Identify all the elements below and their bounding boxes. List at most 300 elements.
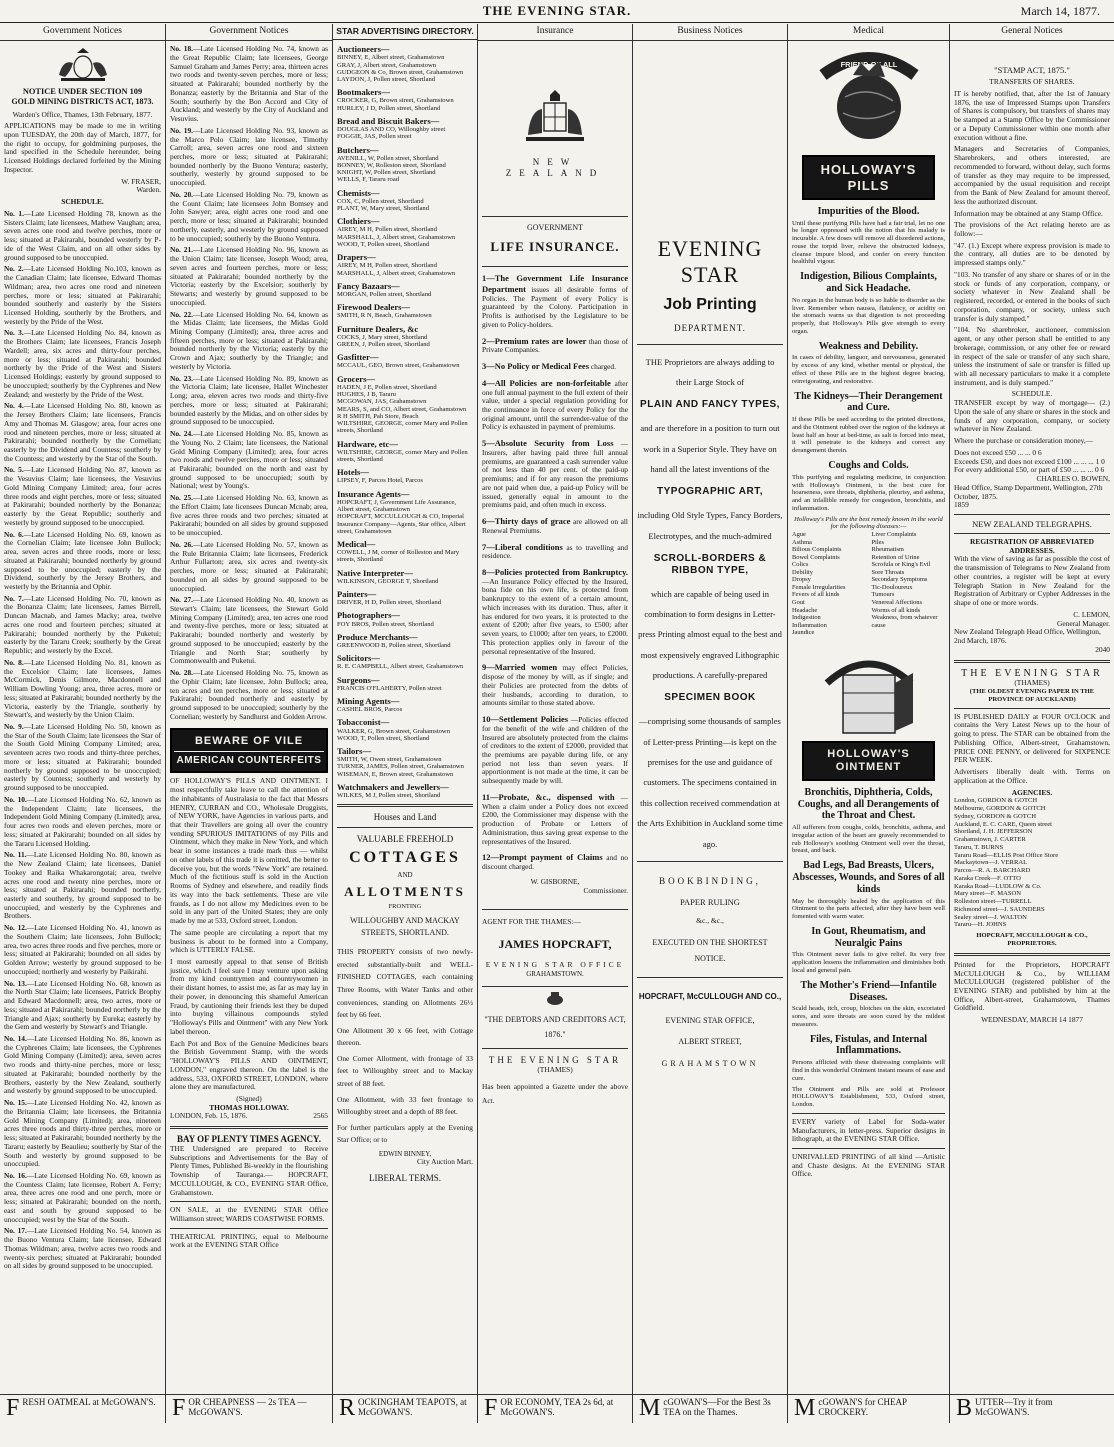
insurance-point-text: charged. [590,362,616,372]
department-heading: DEPARTMENT. [674,322,746,333]
holloway-notice-3: I most earnestly appeal to that sense of British justice, which I feel sure I may venture upon asking from my kind countrymen and countrywomen in their distant homes, to assist me, as far as may lay in their power, in denouncing this shameful American Fraud, by cautioning their friends lest they be duped into buying villainous compounds styled "Holloway's Pills and Ointment" with any New York label thereon. [170,957,328,1036]
holloways-ointment-banner: HOLLOWAY'S OINTMENT [802,741,935,781]
insurance-point [482,438,628,510]
ailment-item: Tic-Douloureux [871,583,913,591]
firm-office: EVENING STAR OFFICE, [665,1015,755,1025]
reference-number: 1859 [954,500,969,510]
agent-name: JAMES HOPCRAFT, [498,936,612,951]
insurance-point-text: are allowed on all Renewal Premiums. [482,517,628,535]
footer-ad [166,1397,333,1423]
divider [792,1113,945,1114]
star-title: THE EVENING STAR [961,667,1103,679]
holloway-notice-2: The same people are circulating a report that my business is about to be formed into a Company, which is UTTERLY FALSE. [170,927,328,955]
insurance-point-heading: 5—Absolute Security from Loss [482,438,614,449]
directory-category: Medical— [337,539,376,549]
ailment-item: Ague [792,531,806,539]
schedule-item-text: —Late Licensed Holding No. 63, known as the Effort Claim; late licensees Duncan Mcnab; area, five acres three roods and two perches; situated at Pakirarahi; bounded on all sides by ground supposed to be unoccupied. [170,493,328,538]
schedule-item [4,329,161,399]
directory-category: Gasfitter— [337,352,379,363]
directory-category: Solicitors— [337,653,380,664]
paper-ruling: PAPER RULING [680,896,740,907]
directory-category: Insurance Agents— [337,488,410,499]
directory-entry: MARSHALL, J, Albert street, Grahamstown [337,269,456,277]
directory-category: Butchers— [337,144,379,155]
column-business [633,24,788,1416]
schedule-item-text: —Late Licensed Holding No. 96, known as the Union Claim; late licensee, Joseph Wood; area, seven acres and fourteen perches, more or less; situated at Pakirarahi; bounded northerly by the Victoria; easterly by the Excelsior; southerly by Stewarts; and westerly by ground supposed to be unoccupied. [170,245,328,307]
insurance-point-heading: 7—Liberal conditions [482,541,563,552]
stamp-text: The provisions of the Act relating hereto are as follow:— [954,220,1110,238]
agency-item: Rolleston street—TURRELL [954,898,1032,906]
footer-ad-initial: F [484,1397,498,1421]
telegraph-heading: NEW ZEALAND TELEGRAPHS. [972,519,1092,529]
insurance-point-heading: 12—Prompt payment of Claims [482,852,603,863]
directory-category: Chemists— [337,187,380,198]
stamp-act-title: "STAMP ACT, 1875." [994,65,1070,76]
schedule-item-text: —Late Licensed Holding No. 68, known as the North Star Claim; late licensees, Patrick Brophy and Edward Macdonnell; area, two acres, more or less; situated at Pakirarahi; bounded northerly by the Triangle and Ajax; southerly by Eureka; easterly by the Gem and westerly by Stewart's and Triangle. [4,978,161,1032]
divider [337,804,473,807]
holloways-pills-banner: HOLLOWAY'S PILLS [802,155,935,200]
medical-heading: The Mother's Friend—Infantile Diseases. [800,979,937,1003]
agency-item: Sydney, GORDON & GOTCH [954,812,1036,820]
directory-entry: GUDGEON & Co, Brown street, Grahamstown [337,68,464,76]
schedule-item-text: —Late Licensed Holding No. 64, known as the Midas Claim; late licensees, the Midas Gold Mining Company (Limited); area, three acres and fifteen perches, more or less; situated at Pakirarahi; bounded northerly by the Victoria; easterly by the Crown and Ajax; southerly by the Triangle; and westerly by Victoria. [170,309,328,371]
ailment-item: Sore Throats [871,568,905,576]
schedule-item [170,430,328,491]
schedule-item [4,402,161,463]
executed-text: EXECUTED ON THE SHORTEST NOTICE. [652,938,768,964]
schedule-item-number: No. 14. [4,1033,27,1043]
ailment-item: Weakness, from whatever cause [871,614,938,629]
stamp-text: Managers and Secretaries of Companies, Sharebrokers, and others interested, are recommended to forward, without delay, such forms of transfer as they may require to be impressed, accompanied by the usual requisition and receipt from the Bank of New Zealand for amount thereof, less the authorized discount. [954,144,1110,206]
directory-category: Photographers— [337,610,401,621]
schedule-item-number: No. 6. [4,529,24,539]
directory-category: Auctioneers— [337,44,390,55]
schedule-item [4,980,161,1032]
schedule-item-text: —Late Licensed Holding No. 40, known as Stewart's Claim; late licensees, the Stewart Gold Mining Company (Limited); area, ten acres one rood and twenty-five perches, more or less; situated at Pakirarahi; bounded northerly and westerly by ground supposed to be unoccupied; easterly by the Triangle and North Star; southerly by Commonwealth and Puketui. [170,595,328,666]
gazette-text: Has been appointed a Gazette under the above Act. [482,1082,628,1105]
schedule-item-number: No. 24. [170,429,193,439]
schedule-item [4,924,161,976]
schedule-item-number: No. 1. [4,208,24,218]
holloway-notice: OF HOLLOWAY'S PILLS AND OINTMENT. I most respectfully take leave to call the attention of the inhabitants of Australasia to the fact that Messrs HENRY, CURRAN and CO., Wholesale Druggists, of NEW YORK, have Agencies in various parts, and that their Travellers are going all over the country vending SPURIOUS IMITATIONS of my Pills and Ointment, which they make in New York, and which bear in some instances a trade mark thus — whilst on other labels of this trade it is omitted, the better to deceive you, but the words "New York" are retained. Much of the fictitious stuff is sold in the Auction Rooms of Sydney and elsewhere, and readily finds its way into the back settlements. These are vile frauds, as I do not allow my Medicines even to be sold in any part of the United States; they are only made by me at 533, Oxford street, London. [170,776,328,926]
schedule-item-number: No. 26. [170,539,193,549]
fronting-word: FRONTING [388,902,422,910]
directory-entry: HUGHES, J B, Tararu [337,391,396,399]
insurance-point-text: —When a claim under a Policy does not exceed £200, the Commissioner may dispense with the production of Probate or Letters of Administration, thus saving great expense to the representatives of the Insured. [482,792,628,846]
schedule-item-text: —Late Licensed Holding No. 84, known as the Brothers Claim; late licensees, Francis Joseph Wardell; area, six acres and thirty-four perches, more or less; situated at Pakirarahi; bounded northerly by the Pride of the West and Sisters Licensed Holdings; easterly by ground supposed to be unoccupied; southerly by the Cyphrenes and New Zealand; and westerly by the Pride of the West. [4,328,161,399]
medical-text: No organ in the human body is so liable to disorder as the liver. Remember when nausea, flatulency, or acidity on the stomach warns us that digestion is not proceeding properly, that Holloway's Pills give strength to every organ. [792,296,945,335]
allotment-3: One Allotment, with 33 feet frontage to Willoughby street and a depth of 88 feet. [337,1094,473,1117]
footer-ads [0,1394,1114,1424]
insurance-point-text: as to travelling and residence. [482,542,628,561]
directory-entry: LIPSEY, F, Parcos Hotel, Parcos [337,477,423,485]
directory-category: Drapers— [337,252,376,263]
government-heading: GOVERNMENT [527,223,583,233]
insurance-point-heading: 3—No Policy or Medical Fees [482,361,590,372]
schedule-item [4,1172,161,1224]
binney-title: City Auction Mart. [416,1157,473,1167]
ailment-item: Worms of all kinds [871,606,921,614]
stamp-text: "47. (1.) Except where express provision is made to the contrary, all duties are to be denoted by impressed stamps only." [954,240,1110,268]
schedule-item-number: No. 3. [4,328,24,338]
specimen-book: SPECIMEN BOOK [664,692,756,704]
directory-entry: WILTSHIRE, GEORGE, corner Mary and Pollen streets, Shortland [337,448,468,463]
plain-fancy-types: PLAIN AND FANCY TYPES, [640,399,780,411]
directory-list [337,44,473,799]
firm-street: ALBERT STREET, [678,1037,742,1047]
ailment-item: Bowel Complaints [792,553,840,561]
reference-number: 2040 [1095,644,1110,654]
schedule-item-number: No. 17. [4,1226,27,1236]
schedule-item [4,796,161,848]
column-heading: Government Notices [0,24,165,41]
rate-row: Does not exceed £50 ... ... 0 6 [954,447,1042,457]
column-heading: Business Notices [633,24,787,41]
ailment-item: Debility [792,568,813,576]
directory-entry: WOOD, T, Pollen street, Shortland [337,734,430,742]
schedule-item-number: No. 27. [170,595,193,605]
schedule-item [4,265,161,326]
medical-heading: Weakness and Debility. [818,340,919,352]
footer-ad-initial: F [6,1397,20,1421]
ailment-item: Rheumatism [871,546,904,554]
notice-office: Warden's Office, Thames, 13th February, 1877. [12,109,153,119]
masthead [0,0,1114,23]
insurance-point-heading: 11—Probate, &c., dispensed with [482,791,615,802]
theatrical-printing: THEATRICAL PRINTING, equal to Melbourne work at the EVENING STAR Office [170,1231,328,1250]
debtors-act: "THE DEBTORS AND CREDITORS ACT, 1876." [484,1015,626,1039]
schedule-item [170,311,328,372]
directory-entry: MCGOWAN, JAS, Grahamstown [337,398,427,406]
agency-item: London, GORDON & GOTCH [954,797,1038,805]
schedule-item-text: —Late Licensed Holding No. 69, known as the Countess Claim; late licensee, Robert A. Ferry; area, three acres one rood and one perch, more or less; situated at Pakirarahi; bounded on the north, east and south by ground supposed to be unoccupied; west by the Star of the South. [4,1171,161,1224]
directory-category: Watchmakers and Jewellers— [337,781,449,792]
insurance-point [482,516,628,535]
column-general [950,24,1114,1416]
schedule-item [170,246,328,307]
schedule-item-number: No. 4. [4,401,24,411]
schedule-item-number: No. 18. [170,44,193,54]
ailment-item: Colics [792,561,809,569]
insurance-point-heading: 8—Policies protected from Bankruptcy. [482,567,628,578]
divider [954,533,1110,534]
agency-item: Karaka Creek—F. OTTO [954,874,1021,882]
directory-entry: DOUGLAS AND CO, Willoughby street [337,126,446,134]
telegraph-text: With the view of saving as far as possible the cost of the transmission of Telegrams to New Zealand from other countries, a register will be kept at every Telegraph Station in New Zealand for the Registration of Arbitrary or Cypher Addresses in the shape of one or more words. [954,554,1110,608]
directory-category: Grocers— [337,373,376,384]
insurance-point [482,361,628,372]
divider [170,1201,328,1202]
ailment-item: Venereal Affections [871,599,922,607]
schedule-item [4,723,161,793]
ailment-item: Tumours [871,591,895,599]
schedule-item [170,375,328,427]
schedule-item [4,1227,161,1271]
schedule-heading: SCHEDULE. [1011,389,1053,399]
agent-for: AGENT FOR THE THAMES:— [482,917,581,927]
agency-item: Richmond street—J. SAUNDERS [954,905,1045,913]
schedule-item-text: —Late Licensed Holding No. 75, known as the Ophir Claim; late licensee, John Bullock; area, ten acres and ten perches, more or less; situated at Pakirarahi; bounded northerly and easterly by ground supposed to be unoccupied; southerly by the Cornelian; westerly by Sandhurst and Golden Arrow. [170,668,328,721]
unrivalled-text: UNRIVALLED PRINTING of all kind —Artistic and Chaste designs. At the EVENING STAR Office. [792,1152,945,1179]
insurance-point-text: after one full annual payment to the full extent of their value, under a special regulation providing for the continuance in force of every Policy for the original amount, until the surrender-value of the Policy is exhausted in payment of premiums. [482,378,628,432]
schedule-item [4,466,161,527]
insurance-point-text: —Insurers, after having paid three full annual premiums, are guaranteed a cash surrender value of not less than 40 per cent. of the paid-up premiums; and if for any reason the premiums are not paid when due, a paid-up Policy will be issued, generally equal in amount to the premiums paid, and often much in excess. [482,439,628,510]
schedule-item [170,45,328,124]
medical-text: This purifying and regulating medicine, in conjunction with Holloway's Ointment, is the best cure for hoarseness, sore throats, diphtheria, pleurisy, and asthma, and an infallible remedy for congestion, bronchitis, and inflammation. [792,473,945,512]
schedule-list [4,210,161,1271]
schedule-item [170,669,328,721]
medical-heading: Impurities of the Blood. [817,205,920,217]
directory-category: Bootmakers— [337,87,390,98]
directory-entry: WISEMAN, E, Brown street, Grahamstown [337,770,454,778]
schedule-item [170,191,328,243]
ointment-pot-logo-icon [809,643,929,739]
schedule-item [4,595,161,656]
rate-row: Exceeds £50, and does not exceed £100 ... ... ... 1 0 [954,456,1105,466]
divider [482,266,628,267]
stamp-signer: CHARLES O. BOWEN, [1036,474,1110,484]
insurance-point-heading: 10—Settlement Policies [482,714,569,725]
life-insurance-heading: LIFE INSURANCE. [490,238,620,254]
telegraph-signer: C. LEMON, [1073,609,1110,619]
comprising-text: —comprising some thousands of samples of Letter-press Printing—is kept on the premises for the use and guidance of customers. The specimens contained in this collection received commendation at the Arts Exhibition in Auckland some time ago. [637,716,783,849]
ailment-item: Bilious Complaints [792,546,842,554]
directory-entry: WILTSHIRE, GEORGE, corner Mary and Pollen streets, Shortland [337,420,468,435]
agency-item: Parcos—R. A. BARCHARD [954,867,1031,875]
directory-entry: GRAY, J, Albert street, Grahamstown [337,61,437,69]
ailment-item: Indigestion [792,614,821,622]
notice-signer: W. FRASER, [121,176,161,186]
insurance-point-heading: 1—The Government Life Insurance Department [482,273,628,294]
insurance-point-heading: 6—Thirty days of grace [482,516,571,527]
column-medical [788,24,950,1416]
and-word: AND [397,871,413,880]
schedule-title: SCHEDULE. [61,197,104,207]
ailment-item: Dropsy [792,576,811,584]
directory-category: Surgeons— [337,674,380,685]
agency-item: Tararu, T. BURNS [954,843,1004,851]
insurance-point-text: may effect Policies, dispose of the money by will, as if single; and their Policies are protected from the debts of their husbands, according to duration, to amounts similar to those stated above. [482,663,628,708]
holloway-notice-4: Each Pot and Box of the Genuine Medicines bears the British Government Stamp, with the words "HOLLOWAY'S PILLS AND OINTMENT, LONDON," engraved thereon. On the label is the address, 533, OXFORD STREET, LONDON, where alone they are manufactured. [170,1038,328,1092]
schedule-item-number: No. 21. [170,245,193,255]
schedule-item-number: No. 23. [170,373,193,383]
ailment-item: Female Irregularities [792,583,846,591]
footer-ad-text: RESH OATMEAL at McGOWAN'S. [22,1397,156,1407]
holloway-ref: 2565 [313,1111,328,1121]
schedule-item-text: —Late Licensed Holding No. 42, known as the Britannia Claim; late licensees, the Britannia Gold Mining Company (Limited); area, nineteen acres three roods and thirty-three perches, more or less; situated at Pakirarahi; bounded northerly by the Tararu; easterly by Beaulieu; southerly by Star of the South and westerly by ground supposed to be unoccupied. [4,1098,161,1169]
allotment-2: One Corner Allotment, with frontage of 33 feet to Willoughby street and to Mackay street of 88 feet. [337,1053,473,1088]
stamp-text: "103. No transfer of any share or shares of or in the stock or funds of any corporation, company, or society whatever in New Zealand shall be registered, recorded, or entered in the books of such corporation, company, or society, unless such transfer is duly stamped." [954,269,1110,323]
stamp-office: Head Office, Stamp Department, Wellington, 27th October, 1875. [954,482,1103,501]
medical-heading: Files, Fistulas, and Internal Inflammations. [810,1033,927,1057]
schedule-item-text: —Late Licensed Holding No. 41, known as the Southern Claim; late licensees, John Bullock; area, two acres three roods and five perches, more or less; situated at Pakirarahi; bounded on all sides by Golden Arrow; westerly by ground supposed to be unoccupied; northerly and westerly by Paikirahi. [4,923,161,976]
schedule-item-text: —Late Licensed Holding No. 69, known as the Cornelian Claim; late licensee John Bullock; area, seven acres and three roods, more or less; situated at Pakirarahi; bounded northerly by ground supposed to be unoccupied; easterly by the Dividend, southerly by the Jersey Brothers, and westerly by the Britannia and Ophir. [4,529,161,591]
commissioner-title: Commissioner. [583,885,628,895]
insurance-point [482,336,628,355]
medical-text: If these Pills be used according to the printed directions, and the Ointment rubbed over the region of the kidneys at least half an hour at bed-time, as salt is forced into meat, it will penetrate to the kidneys and correct any derangement therein. [792,416,945,455]
schedule-item-text: —Late Licensed Holding No. 79, known as the Count Claim; late licensees John Bomsey and John Sawyer; area, eight acres one rood and one perch, more or less; situated at Pakirarahi; bounded northerly, easterly, and westerly by ground supposed to be unoccupied; southerly by the Buono Ventura. [170,189,328,243]
footer-ad-initial: M [639,1397,661,1421]
directory-entry: CASHEL BROS, Parcos [337,706,403,714]
divider [482,909,628,910]
column-heading: General Notices [950,24,1114,41]
job-printing-heading: Job Printing [663,296,757,314]
schedule-item [170,494,328,538]
banner-line-1: BEWARE OF VILE [194,734,304,747]
footer-ad-initial: M [794,1397,816,1421]
signed-label: (Signed) [236,1094,262,1104]
directory-category: Tailors— [337,746,372,757]
agency-item: Mackaytown—J. VERRAL [954,859,1028,867]
allotment-1: One Allotment 30 x 66 feet, with Cottage thereon. [337,1025,473,1048]
insurance-point-text: than those of Private Companies. [482,336,628,355]
schedule-item-number: No. 2. [4,264,24,274]
directory-entry: FOY BROS, Pollen street, Shortland [337,620,434,628]
capable-text: which are capable of being used in combination to form designs in Letter-press Printing almost equal to the best and most expensively engraved Lithographic productions. A carefully-prepared [638,588,782,681]
schedule-item-text: —Late Licensed Holding No. 80, known as the New Zealand Claim; late licensees, Daniel Tookey and Raika Whakarongotai; area, twelve acres one rood and twenty nine perches, more or less; situated at Pakirarahi; bounded northerly, easterly and southerly, by ground supposed to be unoccupied, and westerly by the Cyphrenes and Brothers. [4,850,161,921]
directory-category: Mining Agents— [337,695,400,706]
medical-heading: Coughs and Colds. [828,459,909,471]
directory-entry: HURLEY, J D, Pollen street, Shortland [337,104,441,112]
directory-entry: HOPCRAFT, MCCULLOUGH & CO, Imperial Insurance Company—Agents, Star office, Albert street, Grahamstown [337,513,466,535]
directory-entry: GREEN, J, Pollen street, Shortland [337,341,430,349]
transfers-title: TRANSFERS OF SHARES. [989,77,1075,87]
directory-entry: SMITH, W, Owen street, Grahamstown [337,756,442,764]
directory-entry: COX, C, Pollen street, Shortland [337,197,424,205]
directory-entry: HOPCRAFT, J, Government Life Assurance, Albert street, Grahamstown [337,498,457,513]
holloway-globe-logo-icon [809,45,929,153]
column-heading: Government Notices [166,24,332,41]
telegraph-title: REGISTRATION OF ABBREVIATED ADDRESSES. [970,537,1094,555]
divider [482,986,628,987]
agency-item: Shortland, J. H. JEFFERSON [954,828,1033,836]
insurance-point-text: —An Insurance Policy effected by the Insured, bona fide on his own life, is protected from bankruptcy to the extent of a certain amount, which increases with its duration. Thus, after it has endured for two years, it is protected to the extent of £200; after five years, to £500; after seven years, to £1000; after ten years, to £2000. This protection applies only in favour of the personal representative of the Insured. [482,576,628,656]
divider [792,1148,945,1149]
directory-entry: AIREY, M H, Pollen street, Shortland [337,262,437,270]
holloway-date: LONDON, Feb. 15, 1876. [170,1111,248,1121]
agency-item: Sealey street—J. WALTON [954,913,1027,921]
divider [170,1126,328,1129]
directory-entry: COCKS, J, Mary street, Shortland [337,333,428,341]
position-text: and are therefore in a position to turn out work in a Superior Style. They have on hand all the latest inventions of the [640,423,780,474]
stamp-text: "104. No sharebroker, auctioneer, commission agent, or any other person shall be entitled to any brokerage, commission, or any other fee or reward in respect of the sale or transfer of any such share, unless the instrument of sale or transfer is filled up with all necessary particulars to make it a complete instrument, and is duly stamped." [954,325,1110,387]
rate-row: For every additional £50, or part of £50 ... ... ... 0 6 [954,465,1105,475]
directory-entry: AIREY, M H, Pollen street, Shortland [337,226,437,234]
schedule-item-text: —Late Licensed Holding No. 57, known as the Rule Britannia Claim; late licensees, Frederick Arthur Fullarton; area, six acres and twenty-six perches, more or less; situated at Pakirarahi; bounded on all sides by ground supposed to be unoccupied. [170,539,328,593]
coastwise-forms: ON SALE, at the EVENING STAR Office Williamson street; WARDS COASTWISE FORMS. [170,1205,328,1223]
footer-ad-text: cGOWAN'S for CHEAP CROCKERY. [818,1397,907,1418]
schedule-item-number: No. 11. [4,850,27,860]
footer-ad-text: OCKINGHAM TEAPOTS, at McGOWAN'S. [358,1397,467,1418]
bay-of-plenty-title: BAY OF PLENTY TIMES AGENCY. [177,1134,321,1145]
schedule-item-number: No. 28. [170,668,193,678]
notice-title: NOTICE UNDER SECTION 109 [22,87,143,97]
directory-category: Fancy Bazaars— [337,280,400,291]
footer-ad [478,1397,633,1423]
insurance-point [482,378,628,432]
medical-text: Until these purifying Pills have had a fair trial, let no one be longer oppressed with the notion that his malady is incurable. A few doses will remove all disordered actions, rouse the torpid liver, relieve the obstructed kidneys, cleanse impure blood, and confer on every function healthful vigour. [792,219,945,266]
firm-town: GRAHAMSTOWN [661,1058,759,1068]
directory-entry: WILKES, M J, Pollen street, Shortland [337,792,441,800]
agency-item: Grahamstown, J. CARTER [954,836,1026,844]
page [0,24,1114,1447]
schedule-item-number: No. 8. [4,657,24,667]
divider [954,708,1110,709]
footer-ad [950,1397,1114,1423]
insurance-point-heading: 2—Premium rates are lower [482,335,587,346]
directory-category: Hardware, etc— [337,438,398,449]
directory-entry: HADEN, J E, Pollen street, Shortland [337,383,437,391]
schedule-item [4,1035,161,1096]
divider [637,861,783,862]
insurance-point [482,792,628,846]
directory-category: Tobacconist— [337,717,390,728]
directory-entry: MCCAUL, GEO, Brown street, Grahamstown [337,362,460,370]
insurance-point [482,662,628,708]
printed-date: WEDNESDAY, MARCH 14 1877 [981,1015,1083,1025]
directory-entry: DRIVER, H D, Pollen street, Shortland [337,599,442,607]
insurance-point [482,542,628,561]
issue-date: March 14, 1877. [1020,4,1100,18]
agency-item: Karaka Road—LUDLOW & Co. [954,882,1042,890]
printed-for: Printed for the Proprietors, HOPCRAFT McCULLOUGH & Co., by WILLIAM McCULLOUGH (registered publisher of the EVENING STAR) and published by him at the Office, Albert-street, Grahamstown, Thames Goldfield. [954,959,1110,1013]
directory-entry: PLANT, W, Mary street, Shortland [337,205,429,213]
ailment-item: Liver Complaints [871,531,917,539]
column-directory [333,24,478,1416]
banner-line-2: AMERICAN COUNTERFEITS [174,751,324,767]
schedule-item-text: —Late Licensed Holding No. 93, known as the Marco Polo Claim; late licensee, Timothy Carroll; area, seven acres one rood and sixteen perches, more or less; situated at Pakirarahi; bounded northerly by the Buono Ventura; easterly, southerly, westerly by ground supposed to be unoccupied. [170,125,328,188]
purchase-text: Where the purchase or consideration money,— [954,436,1094,446]
royal-crest-icon [51,45,115,83]
insurance-points [482,273,628,872]
footer-ad [788,1397,950,1423]
footer-ad [333,1397,478,1423]
directory-entry: COWELL, J M, corner of Rolleston and Mary streets, Shortland [337,549,460,564]
counterfeit-banner [170,728,328,774]
column-heading: Medical [788,24,949,41]
schedule-item-text: —Late Licensed Holding No. 81, known as the Excelsior Claim; late licensees, James McCormick, Denis Gilmore, Macdonnell and William Dowling Young; area, three acres, more or less; situated at Pakirarahi; bounded northerly by the Victoria, easterly by the Triangle, southerly by Stewart's, and westerly by the Union Claim. [4,657,161,720]
divider [482,1048,628,1049]
medical-text: In cases of debility, languor, and nervousness, generated by excess of any kind, whether mental or physical, the effect of these Pills are in the highest degree bracing, reinvigorating, and restorative. [792,354,945,385]
footer-ad-initial: B [956,1397,973,1421]
directory-entry: MEARS, S, and CO, Albert street, Grahamstown [337,405,467,413]
directory-category: Produce Merchants— [337,631,418,642]
schedule-item-text: —Late Licensed Holding 78, known as the Sisters Claim; late licensees, Mathew Vaughan; area, seven acres one rood and twelve perches, more or less; situated at Pakirarahi, bounded westerly by P-ide of the West Claim, and on all other sides by ground supposed to be unoccupied. [4,208,161,262]
commissioner-name: W. GISBORNE, [530,876,580,886]
directory-entry: MORGAN, Pollen street, Shortland [337,291,432,299]
agency-item: Auckland, E. C. CARE, Queen street [954,820,1052,828]
schedule-item-text: —Late Licensed Holding No. 85, known as the Young No. 2 Claim; late licensees, the National Gold Mining Company (Limited); area, four acres two roods and twelve perches, more or less; situated at Pakirarahi; bounded on the north and east by ground supposed to be unoccupied; south by National; west by Young's. [170,429,328,491]
schedule-item-number: No. 12. [4,923,27,933]
column-heading: STAR ADVERTISING DIRECTORY. [333,24,477,40]
scroll-borders: SCROLL-BORDERS & RIBBON TYPE, [653,552,767,576]
column-government-1 [0,24,166,1416]
agency-item: Tararu Road—ELLIS Post Office Store [954,851,1059,859]
schedule-item [4,210,161,262]
star-text: IS PUBLISHED DAILY at FOUR O'CLOCK and contains the Very Latest News up to the hour of going to press. The STAR can be obtained from the Publishing Office, Albert-street, Grahamstown, PRICE ONE PENNY, or delivered for SIXPENCE PER WEEK. [954,711,1110,765]
ailment-item: Fevers of all kinds [792,591,840,599]
schedule-text: TRANSFER except by way of mortgage— (2.) Upon the sale of any share or shares in the stock and funds of any corporation, company, or society whatever in New Zealand. [954,398,1110,434]
schedule-item-text: —Late Licensed Holding No. 50, known as the Star of the South Claim; late licensees the Star of the South Gold Mining Company Limited; area, seventeen acres two roods and thirty-three perches, more or less; situated at Pakirarahi; bounded northerly by ground supposed to be unoccupied; easterly by Countess; southerly and westerly by ground supposed to be unoccupied. [4,722,161,793]
insurance-point-text: —Policies effected for the benefit of the wife and children of the Insured are absolutely protected from the claims of creditors to the extent of £2000, provided that the premiums are payable during life, or any period not less than seven years. If apportionment is not made at the time, it can be subsequently made by will. [482,715,628,786]
bookbinding: BOOKBINDING, [659,876,761,886]
schedule-item [4,851,161,921]
insurance-point [482,714,628,786]
notice-intro: APPLICATIONS may be made to me in writing upon TUESDAY, the 20th day of March, 1877, for the right to occupy, for goldmining purposes, the land specified in the Schedule hereunder, being Licensed Holdings declared forfeited by the Mining Inspector. [4,121,161,174]
medical-text: All sufferers from coughs, colds, bronchitis, asthma, and irregular action of the heart are gravely recommended to rub Holloway's soothing Ointment well over the throat, breast, and back. [792,824,945,855]
proprietors-line: HOPCRAFT, MCCULLOUGH & CO., PROPRIETORS. [976,932,1088,948]
paper-sub: (THAMES) [537,1064,573,1074]
